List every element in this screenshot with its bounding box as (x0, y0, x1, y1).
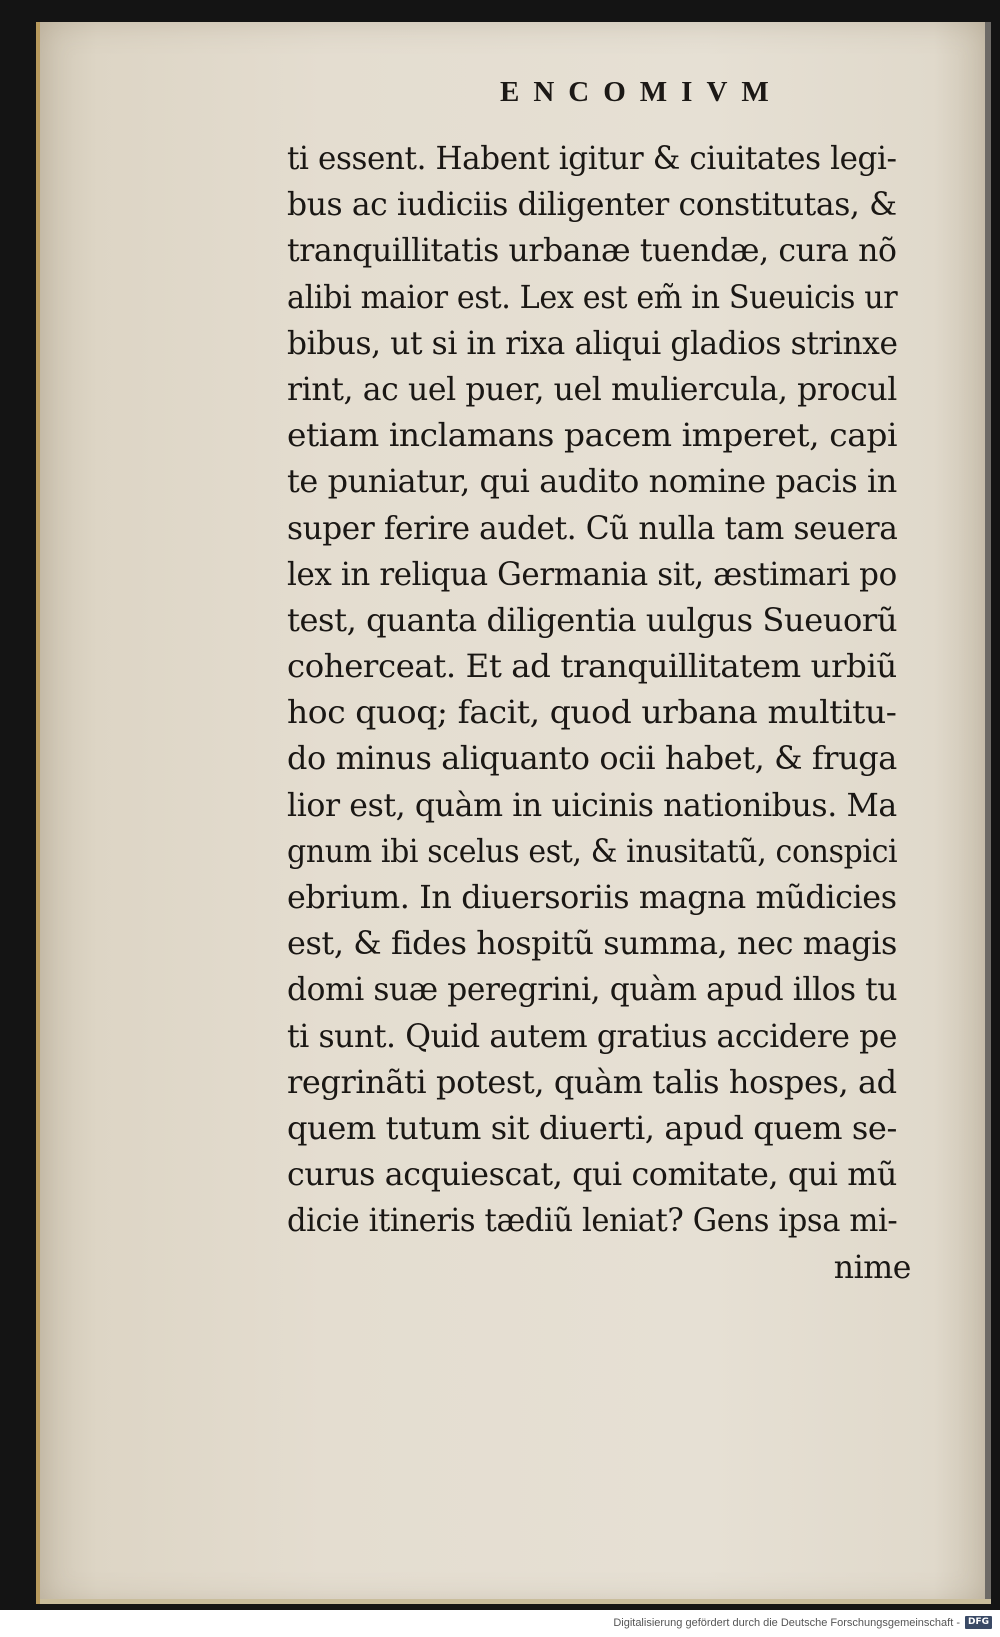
text-line: tranquillitatis urbanæ tuendæ, cura nõ (287, 233, 897, 270)
funding-credit: Digitalisierung gefördert durch die Deutsche Forschungsgemeinschaft - (613, 1617, 960, 1629)
text-line: bus ac iudiciis diligenter constitutas, & (287, 187, 897, 224)
footer-bar (0, 1610, 1000, 1637)
text-line: domi suæ peregrini, quàm apud illos tu (287, 972, 898, 1009)
dfg-logo-icon: DFG (965, 1616, 992, 1629)
page-edge (985, 22, 991, 1604)
text-line: lior est, quàm in uicinis nationibus. Ma (287, 787, 897, 824)
text-line: super ferire audet. Cũ nulla tam seuera (287, 510, 898, 547)
text-line: coherceat. Et ad tranquillitatem urbiũ (287, 649, 897, 686)
text-line: lex in reliqua Germania sit, æstimari po (287, 556, 897, 593)
text-line: hoc quoq; facit, quod urbana multitu- (287, 695, 897, 732)
text-line: etiam inclamans pacem imperet, capi (287, 418, 898, 455)
text-line: curus acquiescat, qui comitate, qui mũ (287, 1157, 897, 1194)
text-line: ti sunt. Quid autem gratius accidere pe (287, 1018, 898, 1055)
catchword: nime (833, 1249, 911, 1286)
text-line: bibus, ut si in rixa aliqui gladios strinxe (287, 325, 898, 362)
page-bottom-edge (40, 1599, 991, 1604)
text-line: gnum ibi scelus est, & inusitatũ, conspici (287, 833, 898, 870)
text-line: dicie itineris tædiũ leniat? Gens ipsa mi- (287, 1203, 898, 1240)
text-line: regrinãti potest, quàm talis hospes, ad (287, 1064, 897, 1101)
running-head: ENCOMIVM (500, 76, 783, 108)
text-line: test, quanta diligentia uulgus Sueuorũ (287, 602, 898, 639)
text-line: rint, ac uel puer, uel muliercula, procul (287, 371, 897, 408)
text-line: te puniatur, qui audito nomine pacis in (287, 464, 897, 501)
page-text (287, 136, 947, 1291)
text-line: do minus aliquanto ocii habet, & fruga (287, 741, 897, 778)
text-line: ti essent. Habent igitur & ciuitates legi- (287, 141, 897, 177)
text-line: quem tutum sit diuerti, apud quem se- (287, 1110, 897, 1147)
text-line: est, & fides hospitũ summa, nec magis (287, 926, 897, 963)
text-line: ebrium. In diuersoriis magna mũdicies (287, 880, 897, 916)
text-line: alibi maior est. Lex est em̃ in Sueuicis ur (287, 279, 898, 316)
